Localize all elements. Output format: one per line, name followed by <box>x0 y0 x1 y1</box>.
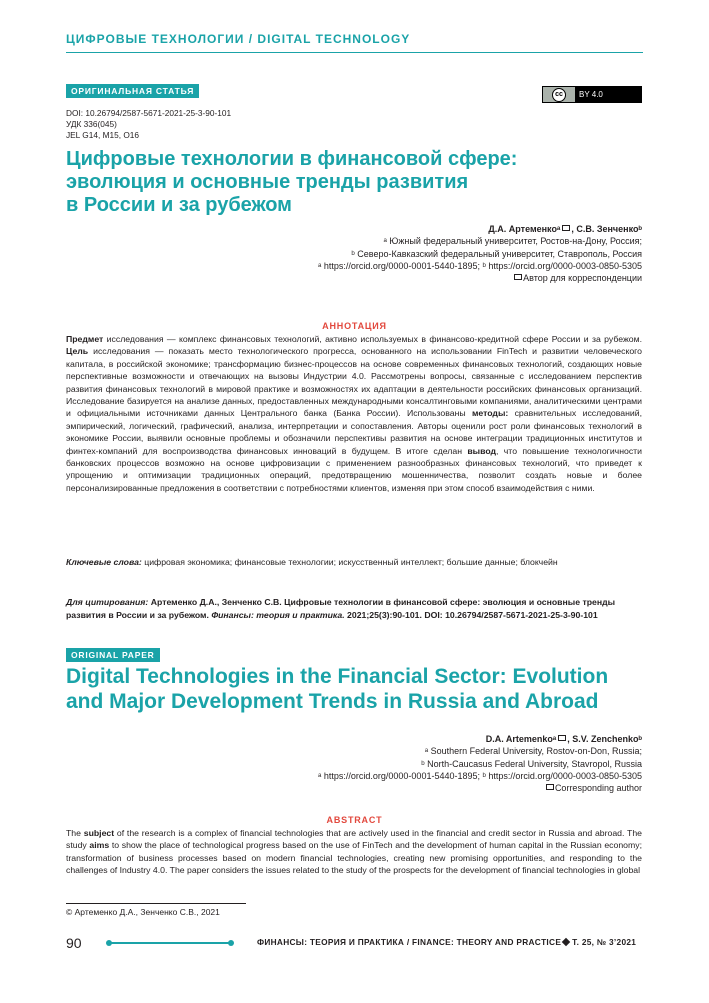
journal-footer <box>257 937 636 947</box>
abstract-ru-part: исследования — комплекс финансовых технологий, активно используемых в финансово-кредитной сфере России и за рубежом. <box>103 334 642 344</box>
envelope-icon <box>514 274 522 280</box>
journal-name: ФИНАНСЫ: ТЕОРИЯ И ПРАКТИКА / FINANCE: THEORY AND PRACTICE <box>257 937 562 947</box>
affiliation-b: ᵇ North-Caucasus Federal University, Stavropol, Russia <box>421 758 642 769</box>
abstract-en-aims-label: aims <box>89 840 110 851</box>
footer-dot <box>106 940 112 946</box>
abstract-ru-aim-label: Цель <box>66 346 89 357</box>
citation-text: Артеменко Д.А., Зенченко С.В. Цифровые технологии в финансовой сфере: эволюция и основные тренды развития в России и за рубежом. <box>66 597 616 620</box>
abstract-en-part: of the research is a complex of financial technologies that are actively used in the financial and credit sector in Russia and abroad. The study <box>66 828 642 851</box>
diamond-icon <box>562 938 570 946</box>
corresponding-label: Corresponding author <box>554 783 642 794</box>
running-header: ЦИФРОВЫЕ ТЕХНОЛОГИИ / DIGITAL TECHNOLOGY <box>66 32 411 46</box>
abstract-en-part: The <box>66 828 84 838</box>
article-meta <box>66 108 231 140</box>
abstract-en-subject-label: subject <box>83 828 115 838</box>
abstract-ru-part: исследования — показать место технологического прогресса, основанного на использовании FinTech и развитии человеческого капитала, в российской экономике; трансформацию бизнес-процессов на основе современных финансовых технологий, создающих новые перспективные возможности и отвечающих на вызовы Индустрии 4.0. Рассмотрены вопросы, связанные с исследованием перспектив развития финансовых технологий в мировой практике и возможностях их адаптации в деятельности российских финансовых организаций. Исследование базируется на анализе данных, предоставленных международными консалтинговыми компаниями, аналитическими центрами и официальными источниками данных Центрального банка (Банка России). Использованы <box>66 346 642 419</box>
author-zenchenko: , С.В. Зенченкоᵇ <box>571 224 642 234</box>
footnote-divider <box>66 903 246 904</box>
title-line: and Major Development Trends in Russia and Abroad <box>66 690 599 713</box>
abstract-ru-methods-label: методы: <box>471 408 509 419</box>
abstract-en <box>66 827 642 877</box>
corresponding-note <box>318 782 642 794</box>
abstract-heading-ru: АННОТАЦИЯ <box>322 321 387 331</box>
abstract-en-part: to show the place of technological progress based on the use of FinTech and the development of human capital in the Russian economy; transformation of business processes based on modern financial technologies, creating new promising opportunities, and responding to the challenges of Industry 4.0. The paper considers the issues related to the study of the prospects for the development of financial technologies in global <box>66 840 642 876</box>
abstract-ru-part: , что повышение технологичности банковских процессов возможно на основе цифровизации с применением разнообразных финансовых технологий, что приведет к упрощению и оптимизации традиционных операций, предотвращению мошенничества, позволит создать новые и более персонализированные предложения в соответствии с потребностями клиентов, изменяя при этом способ взаимодействия с ними. <box>66 445 642 493</box>
title-line: Цифровые технологии в финансовой сфере: <box>66 148 518 170</box>
authors-block-ru <box>318 223 642 284</box>
title-line: Digital Technologies in the Financial Sector: Evolution <box>66 665 609 688</box>
cc-license-label: BY 4.0 <box>579 90 603 99</box>
authors-block-en <box>318 733 642 794</box>
udk: УДК 336(045) <box>66 118 117 129</box>
page-title-en <box>66 664 666 714</box>
page-title-ru <box>66 148 626 217</box>
author-names <box>318 733 642 745</box>
citation-ru <box>66 596 642 622</box>
envelope-icon <box>562 225 570 231</box>
author-names <box>318 223 642 235</box>
author-zenchenko: , S.V. Zenchenkoᵇ <box>567 734 642 744</box>
copyright-footnote: © Артеменко Д.А., Зенченко С.В., 2021 <box>66 907 220 917</box>
keywords-label: Ключевые слова: <box>66 557 142 567</box>
jel: JEL G14, M15, O16 <box>66 129 140 140</box>
footer-dot <box>228 940 234 946</box>
header-divider <box>66 52 643 53</box>
footer-line <box>108 942 232 944</box>
abstract-ru <box>66 333 642 494</box>
original-article-tag: ОРИГИНАЛЬНАЯ СТАТЬЯ <box>66 84 199 98</box>
envelope-icon <box>546 784 554 790</box>
corresponding-note <box>318 272 642 284</box>
author-artemenko: Д.А. Артеменкоᵃ <box>488 224 561 234</box>
keywords-list: цифровая экономика; финансовые технологии; искусственный интеллект; большие данные; блокчейн <box>141 557 558 567</box>
affiliation-b: ᵇ Северо-Кавказский федеральный университет, Ставрополь, Россия <box>351 248 642 259</box>
orcid-links[interactable]: ᵃ https://orcid.org/0000-0001-5440-1895; ᵇ https://orcid.org/0000-0003-0850-5305 <box>318 770 642 781</box>
cc-license-badge[interactable] <box>542 86 642 103</box>
title-line: эволюция и основные тренды развития <box>66 171 469 193</box>
abstract-ru-conclusion-label: вывод <box>467 445 497 456</box>
keywords-ru <box>66 556 642 568</box>
orcid-links[interactable]: ᵃ https://orcid.org/0000-0001-5440-1895; ᵇ https://orcid.org/0000-0003-0850-5305 <box>318 260 642 271</box>
corresponding-label: Автор для корреспонденции <box>523 273 642 284</box>
citation-label: Для цитирования: <box>66 597 149 607</box>
doi[interactable]: DOI: 10.26794/2587-5671-2021-25-3-90-101 <box>66 108 232 118</box>
author-artemenko: D.A. Artemenkoᵃ <box>485 734 557 744</box>
abstract-ru-part: сравнительных исследований, эмпирический, логический, графический, анализа, интерпретации и сопоставления. Авторы оценили рост роли финансовых технологий в экономике России, выявили основные проблемы и обозначили перспективы развития на основе интеграции традиционных институтов и финтех-компаний для воспроизводства финансовых инноваций в будущем. В итоге сделан <box>66 408 643 456</box>
original-paper-tag: ORIGINAL PAPER <box>66 648 160 662</box>
affiliation-a: ᵃ Southern Federal University, Rostov-on-Don, Russia; <box>424 746 642 757</box>
abstract-ru-subject-label: Предмет <box>66 334 104 344</box>
affiliation-a: ᵃ Южный федеральный университет, Ростов-на-Дону, Россия; <box>383 236 642 247</box>
abstract-heading-en: ABSTRACT <box>326 815 383 825</box>
cc-logo-icon <box>543 87 575 102</box>
title-line: в России и за рубежом <box>66 194 292 216</box>
citation-tail: 2021;25(3):90-101. DOI: 10.26794/2587-5671-2021-25-3-90-101 <box>344 609 598 620</box>
cc-circle-icon: cc <box>552 88 566 102</box>
page-number: 90 <box>66 935 82 951</box>
journal-issue: Т. 25, № 3’2021 <box>572 937 637 947</box>
citation-journal: Финансы: теория и практика. <box>211 609 345 620</box>
envelope-icon <box>558 735 566 741</box>
